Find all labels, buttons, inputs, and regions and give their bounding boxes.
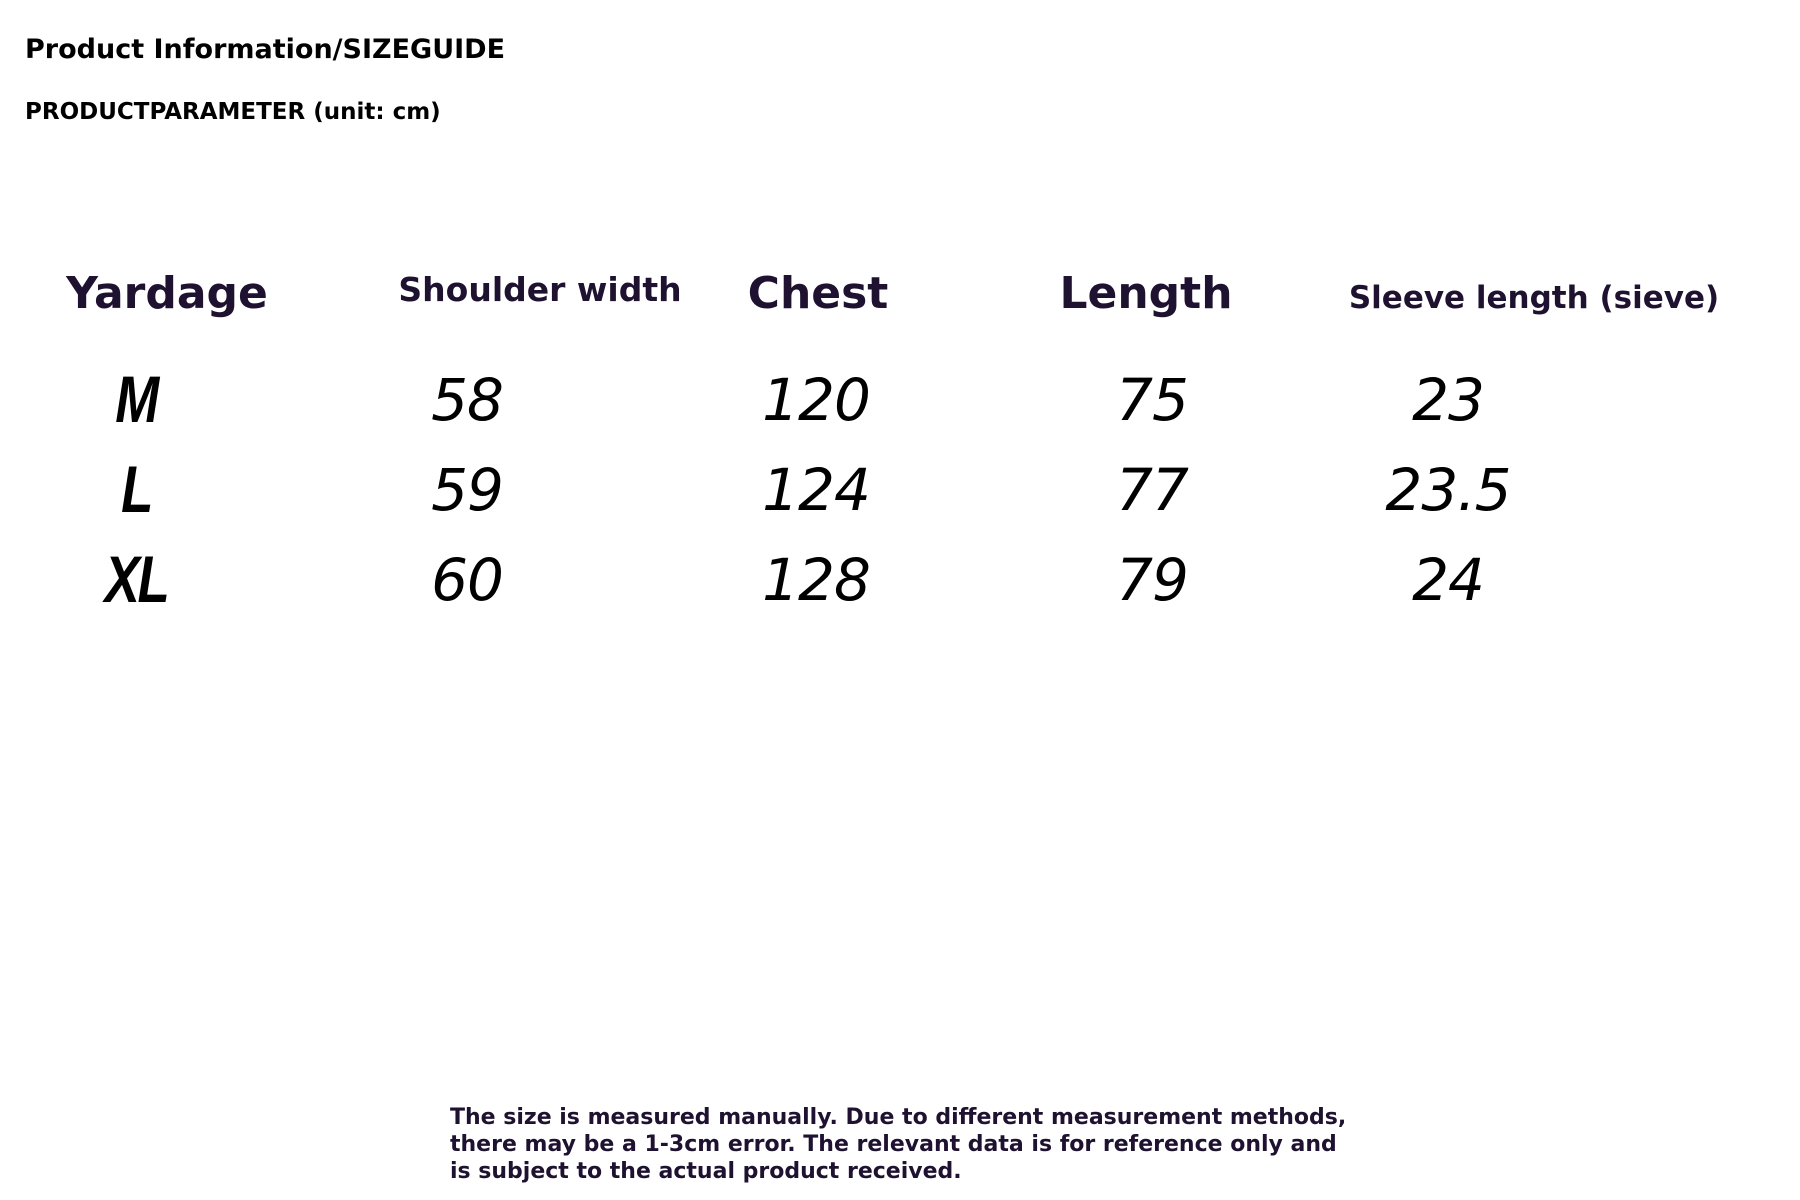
table-cell-sleeve-xl: 24 xyxy=(1412,546,1484,614)
table-cell-chest-xl: 128 xyxy=(762,546,870,614)
page-subtitle: PRODUCTPARAMETER (unit: cm) xyxy=(25,99,441,125)
measurement-disclaimer: The size is measured manually. Due to different measurement methods, there may be a 1-3cm error. The relevant data is for reference only and is subject to the actual product received. xyxy=(450,1105,1347,1184)
table-cell-length-m: 75 xyxy=(1116,366,1188,434)
table-cell-shoulder-m: 58 xyxy=(431,366,503,434)
column-header-length: Length xyxy=(1059,268,1233,319)
size-label-l: L xyxy=(121,452,151,526)
table-cell-shoulder-l: 59 xyxy=(431,456,503,524)
column-header-yardage: Yardage xyxy=(66,268,268,319)
table-cell-chest-l: 124 xyxy=(762,456,870,524)
table-cell-sleeve-l: 23.5 xyxy=(1385,456,1511,524)
size-label-m: M xyxy=(115,362,157,436)
table-cell-length-l: 77 xyxy=(1116,456,1188,524)
table-cell-shoulder-xl: 60 xyxy=(431,546,503,614)
column-header-chest: Chest xyxy=(747,268,889,319)
column-header-sleeve-length: Sleeve length (sieve) xyxy=(1348,280,1720,316)
table-cell-sleeve-m: 23 xyxy=(1412,366,1484,434)
page-title: Product Information/SIZEGUIDE xyxy=(25,34,506,65)
size-label-xl: XL xyxy=(104,542,168,616)
table-cell-length-xl: 79 xyxy=(1116,546,1188,614)
table-cell-chest-m: 120 xyxy=(762,366,870,434)
column-header-shoulder-width: Shoulder width xyxy=(398,270,682,309)
